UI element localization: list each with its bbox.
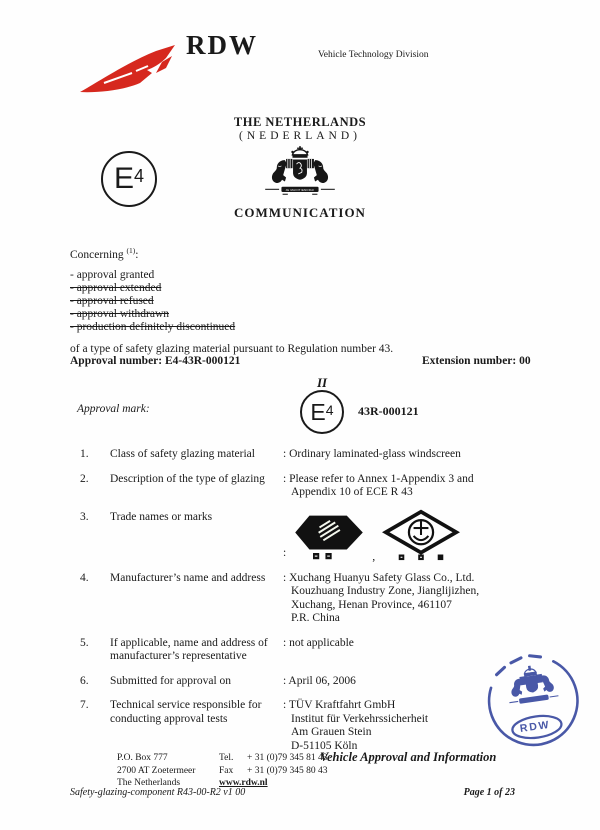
item-row-3	[70, 511, 544, 561]
diamond-trademark-icon	[381, 509, 461, 561]
footer-address	[117, 752, 195, 790]
item-value: :	[283, 547, 287, 559]
netherlands-coat-of-arms-icon	[240, 145, 360, 203]
item-value: Xuchang, Henan Province, 461107	[291, 598, 452, 611]
e4-number: 4	[134, 166, 145, 186]
address-line: P.O. Box 777	[117, 753, 168, 763]
extension-number: Extension number: 00	[422, 355, 531, 367]
item-row-1	[70, 448, 544, 462]
hanzi-mark	[438, 554, 444, 560]
item-value: : TÜV Kraftfahrt GmbH	[283, 699, 396, 711]
item-label: Class of safety glazing material	[110, 448, 255, 460]
e4-letter: E	[113, 162, 134, 195]
item-number: 2.	[80, 472, 89, 485]
concerning-option: - approval extended	[70, 281, 162, 294]
mark-e-number: 4	[325, 402, 334, 418]
item-number: 1.	[80, 448, 89, 460]
item-number: 3.	[80, 510, 89, 523]
concerning-option: - production definitely discontinued	[70, 320, 236, 333]
mark-e-letter: E	[310, 398, 326, 425]
footer-contact	[219, 752, 328, 790]
item-label: If applicable, name and address of	[110, 636, 268, 649]
item-label: Trade names or marks	[110, 510, 213, 523]
glazing-class-numeral: II	[316, 375, 328, 390]
item-value: : Please refer to Annex 1-Appendix 3 and	[283, 472, 474, 485]
approval-mark-label: Approval mark:	[77, 403, 150, 415]
item-number: 7.	[80, 699, 89, 711]
item-value: : April 06, 2006	[283, 674, 356, 687]
item-row-6	[70, 675, 544, 689]
hexagon-trademark-icon	[292, 513, 366, 561]
e4-mark-circle-icon	[300, 390, 344, 434]
item-label: conducting approval tests	[110, 712, 228, 725]
approval-number: Approval number: E4-43R-000121	[70, 355, 241, 367]
item-value: : Ordinary laminated-glass windscreen	[283, 448, 461, 460]
country-title: THE NETHERLANDS	[233, 115, 367, 129]
item-label: Submitted for approval on	[110, 674, 232, 687]
concerning-option: - approval granted	[70, 268, 155, 281]
item-value: Kouzhuang Industry Zone, Jianglijizhen,	[291, 585, 480, 597]
division-name: Vehicle Technology Division	[318, 50, 429, 60]
page-number: Page 1 of 23	[463, 787, 515, 798]
item-label: Technical service responsible for	[110, 699, 262, 711]
item-number: 4.	[80, 571, 89, 584]
concerning-option: - approval withdrawn	[70, 307, 169, 320]
item-label: manufacturer’s representative	[110, 650, 247, 662]
item-value: : Xuchang Huanyu Safety Glass Co., Ltd.	[283, 571, 475, 584]
subject-line: of a type of safety glazing material pursuant to Regulation number 43.	[70, 342, 394, 355]
footnote-ref: (1)	[126, 246, 136, 255]
item-number: 5.	[80, 636, 89, 649]
item-value: Institut für Verkehrssicherheit	[291, 712, 429, 725]
address-line: The Netherlands	[117, 778, 181, 788]
item-value: Am Grauen Stein	[291, 726, 372, 738]
item-number: 6.	[80, 674, 89, 687]
address-line: 2700 AT Zoetermeer	[117, 765, 196, 776]
item-row-5	[70, 637, 544, 664]
document-reference: Safety-glazing-component R43-00-R2 v1 00	[70, 787, 246, 798]
department-name: Vehicle Approval and Information	[320, 750, 497, 764]
item-value: : not applicable	[283, 636, 354, 649]
item-row-7	[70, 699, 544, 753]
fax-line: Fax + 31 (0)79 345 80 43	[219, 765, 328, 776]
stamp-text: RDW	[519, 718, 552, 735]
rdw-stamp-icon	[474, 646, 592, 752]
items-list	[70, 448, 544, 764]
approval-mark-number: 43R-000121	[358, 403, 419, 418]
item-value: Appendix 10 of ECE R 43	[291, 486, 413, 498]
item-label: Manufacturer’s name and address	[110, 571, 266, 584]
concerning-option: - approval refused	[70, 294, 154, 307]
trademark-separator: ,	[372, 548, 376, 563]
country-native-title: (NEDERLAND)	[239, 130, 361, 142]
approval-mark	[300, 376, 419, 434]
concerning-section	[70, 246, 540, 355]
motto-text: JE MAINTIENDRAI	[285, 187, 315, 192]
rdw-logo-icon	[76, 42, 186, 100]
communication-heading: COMMUNICATION	[234, 205, 366, 220]
item-row-4	[70, 572, 544, 626]
tel-line: Tel. + 31 (0)79 345 81 43	[219, 753, 328, 763]
website-link: www.rdw.nl	[219, 778, 268, 788]
item-label: Description of the type of glazing	[110, 472, 265, 485]
e4-approval-mark-icon	[101, 151, 157, 207]
item-value: P.R. China	[291, 612, 340, 624]
rdw-wordmark: RDW	[186, 30, 258, 60]
concerning-label: Concerning $^{(1)}$:	[70, 246, 139, 261]
item-value: D-51105 Köln	[291, 739, 358, 752]
item-row-2	[70, 473, 544, 500]
